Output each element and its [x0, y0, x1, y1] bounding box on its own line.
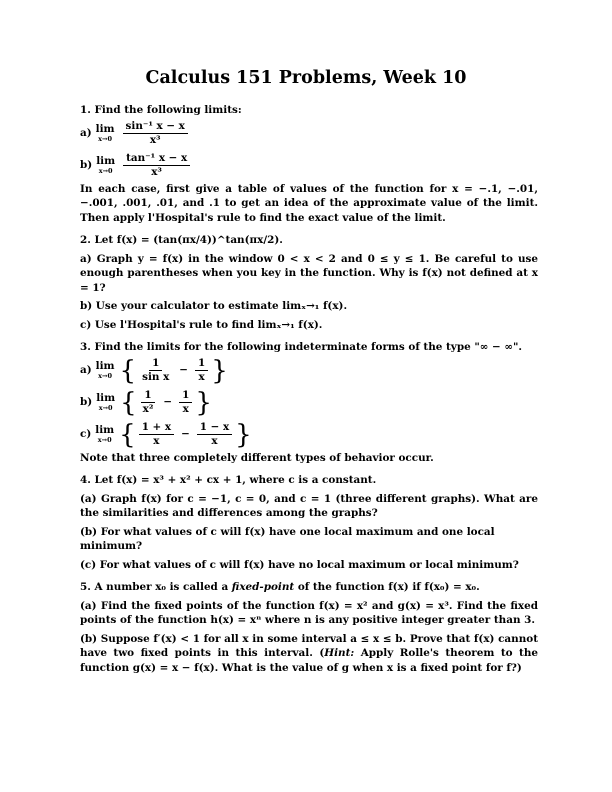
denominator: x	[153, 435, 160, 447]
left-brace: {	[119, 355, 137, 386]
limit-operator	[96, 124, 115, 144]
minus-sign: −	[163, 396, 173, 409]
denominator: sin x	[142, 371, 170, 383]
problem-2-heading: 2. Let f(x) = (tan(πx/4))^tan(πx/2).	[80, 234, 283, 246]
fraction	[140, 389, 157, 416]
lim-text: lim	[96, 391, 116, 404]
lim-subscript: x→0	[97, 435, 112, 444]
left-brace: {	[119, 419, 136, 450]
numerator: 1	[149, 357, 162, 371]
numerator: sin⁻¹ x − x	[123, 120, 188, 134]
fraction	[179, 389, 192, 416]
numerator: 1 − x	[197, 421, 232, 435]
part-label: a)	[80, 364, 92, 377]
fraction	[123, 152, 190, 179]
problem-1-text: In each case, first give a table of values of the function for x = −.1, −.01, −.001, .001, .01, and .1 to get an idea of the approximate value of the limit. Then apply l'Hospital's rule to find the exact value of the limit.	[80, 182, 538, 224]
problem-2a: a) Graph y = f(x) in the window 0 < x < 2 and 0 ≤ y ≤ 1. Be careful to use enough parentheses when you key in the function. Why is f(x) not defined at x = 1?	[80, 252, 538, 294]
part-label: b)	[80, 159, 93, 172]
problem-5	[80, 580, 538, 675]
fraction	[197, 421, 232, 448]
problem-1b	[80, 150, 538, 182]
part-b-post: Apply Rolle's theorem to the function g(x) = x − f(x). What is the value of g when x is a fixed point for f?)	[80, 647, 539, 674]
problem-2c: c) Use l'Hospital's rule to find limₓ→₁ f(x).	[80, 318, 323, 331]
lim-subscript: x→0	[98, 371, 113, 380]
lim-text: lim	[96, 154, 116, 167]
problem-4	[80, 473, 538, 572]
problem-3c	[80, 419, 538, 451]
problem-5-heading	[80, 580, 538, 595]
lim-text: lim	[95, 423, 115, 436]
problem-4c: (c) For what values of c will f(x) have no local maximum or local minimum?	[80, 558, 519, 571]
lim-subscript: x→0	[98, 403, 113, 412]
limit-operator	[96, 361, 115, 381]
right-brace: }	[195, 387, 212, 418]
heading-pre: 5. A number x₀ is called a	[80, 581, 232, 593]
numerator: 1	[195, 357, 208, 371]
problem-1-heading: 1. Find the following limits:	[80, 104, 242, 116]
limit-operator	[95, 425, 114, 445]
document-body	[80, 103, 538, 675]
problem-1	[80, 103, 538, 225]
denominator: x	[198, 371, 205, 383]
problem-3-note: Note that three completely different types of behavior occur.	[80, 451, 434, 464]
limit-operator	[96, 156, 115, 176]
problem-3a	[80, 355, 538, 387]
numerator: 1	[141, 389, 154, 403]
heading-post: of the function f(x) if f(x₀) = x₀.	[294, 581, 480, 593]
problem-1a	[80, 118, 538, 150]
lim-text: lim	[95, 122, 115, 135]
lim-subscript: x→0	[98, 166, 113, 175]
problem-3	[80, 340, 538, 465]
fixed-point-term: fixed-point	[231, 581, 295, 593]
left-brace: {	[120, 387, 137, 418]
numerator: tan⁻¹ x − x	[123, 152, 190, 166]
fraction	[123, 120, 188, 147]
problem-5a: (a) Find the fixed points of the function f(x) = x² and g(x) = x³. Find the fixed points of the function h(x) = xⁿ where n is any positive integer greater than 3.	[80, 599, 538, 626]
denominator: x³	[149, 134, 161, 146]
lim-subscript: x→0	[98, 134, 113, 143]
problem-4b: (b) For what values of c will f(x) have one local maximum and one local minimum?	[80, 525, 495, 552]
limit-operator	[96, 393, 115, 413]
fraction	[139, 357, 172, 384]
problem-3b	[80, 387, 538, 419]
problem-2	[80, 233, 538, 332]
problem-5b	[80, 632, 538, 676]
page-title: Calculus 151 Problems, Week 10	[145, 68, 467, 88]
numerator: 1	[179, 389, 192, 403]
hint-label: Hint:	[324, 647, 355, 659]
minus-sign: −	[181, 428, 190, 441]
denominator: x	[211, 435, 218, 447]
minus-sign: −	[179, 364, 188, 377]
numerator: 1 + x	[139, 421, 174, 435]
right-brace: }	[235, 419, 252, 450]
denominator: x³	[151, 166, 162, 178]
right-brace: }	[211, 355, 228, 386]
fraction	[139, 421, 174, 448]
lim-text: lim	[95, 359, 115, 372]
denominator: x	[182, 403, 189, 415]
problem-2b: b) Use your calculator to estimate limₓ→₁ f(x).	[80, 300, 348, 312]
problem-4a: (a) Graph f(x) for c = −1, c = 0, and c = 1 (three different graphs). What are the similarities and differences among the graphs?	[80, 492, 538, 519]
part-label: b)	[80, 396, 93, 409]
fraction	[195, 357, 208, 384]
part-b-pre: (b) Suppose f′(x) < 1 for all x in some interval a ≤ x ≤ b. Prove that f(x) cannot have two fixed points in this interval. (	[80, 632, 538, 659]
problem-3-heading: 3. Find the limits for the following indeterminate forms of the type "∞ − ∞".	[80, 341, 523, 353]
denominator: x²	[142, 403, 154, 415]
problem-4-heading: 4. Let f(x) = x³ + x² + cx + 1, where c is a constant.	[80, 474, 377, 486]
part-label: c)	[80, 428, 92, 441]
part-label: a)	[80, 127, 92, 140]
